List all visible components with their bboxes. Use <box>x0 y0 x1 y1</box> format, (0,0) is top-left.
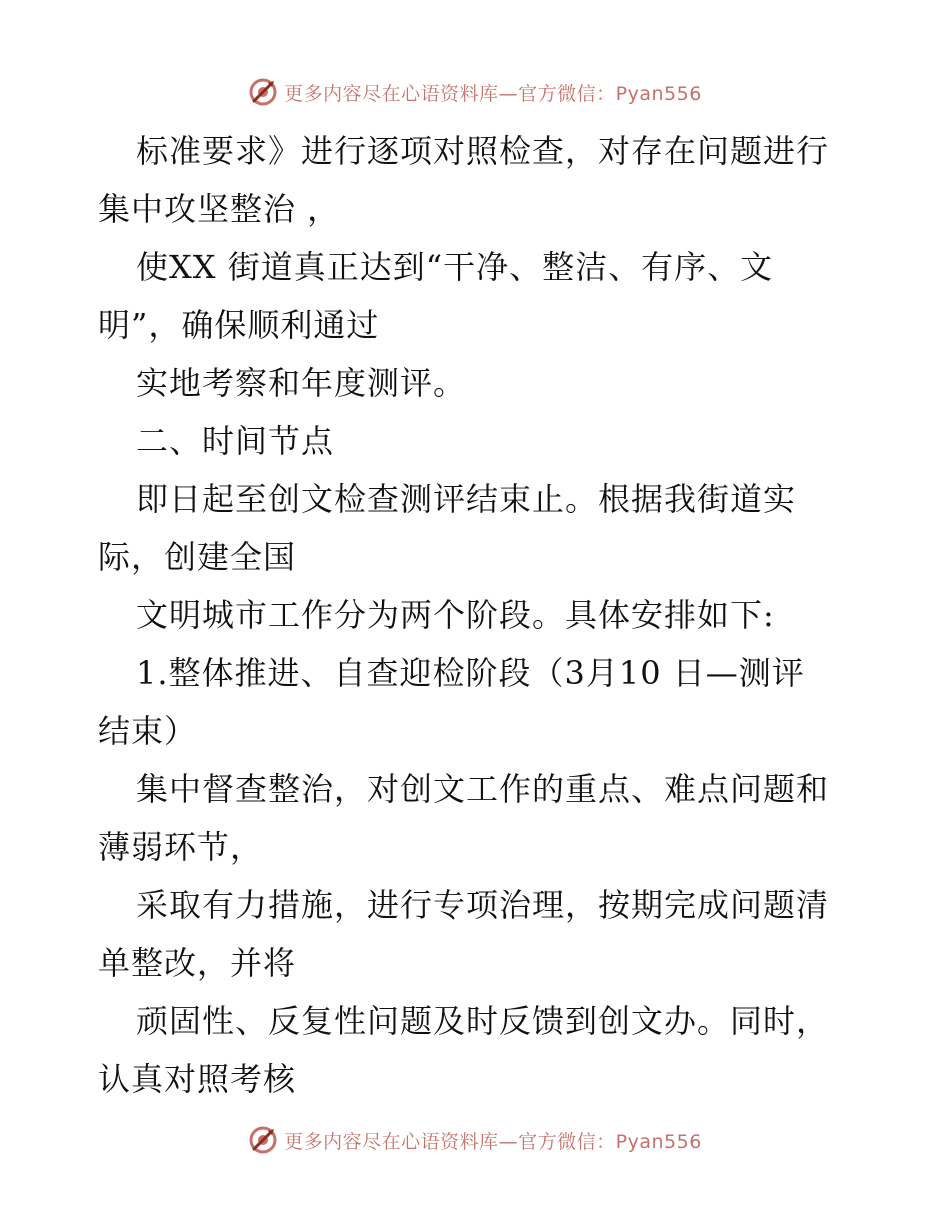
text-line-14: 采取有力措施，进行专项治理，按期完成问题清 <box>136 886 830 924</box>
watermark-logo-icon <box>248 77 278 107</box>
header-watermark <box>0 72 950 112</box>
text-line-8: 际，创建全国 <box>98 538 297 576</box>
text-line-10: 1.整体推进、自查迎检阶段（3月10 日—测评 <box>136 654 805 692</box>
text-line-16: 顽固性、反复性问题及时反馈到创文办。同时， <box>136 1002 830 1040</box>
text-line-9: 文明城市工作分为两个阶段。具体安排如下: <box>136 596 775 634</box>
text-line-15: 单整改，并将 <box>98 944 297 982</box>
watermark-logo-icon <box>248 1125 278 1155</box>
footer-watermark <box>0 1120 950 1160</box>
text-line-13: 薄弱环节， <box>98 828 264 866</box>
text-line-2: 集中攻坚整治 ， <box>98 190 341 228</box>
document-body <box>98 122 858 1108</box>
watermark-text: 更多内容尽在心语资料库—官方微信：Pyan556 <box>284 1130 702 1153</box>
text-line-5: 实地考察和年度测评。 <box>136 364 467 402</box>
watermark-text: 更多内容尽在心语资料库—官方微信：Pyan556 <box>284 82 702 105</box>
text-line-11: 结束） <box>98 712 198 750</box>
text-line-12: 集中督查整治，对创文工作的重点、难点问题和 <box>136 770 830 808</box>
text-line-17: 认真对照考核 <box>98 1060 297 1098</box>
section-heading: 二、时间节点 <box>136 422 335 460</box>
text-line-7: 即日起至创文检查测评结束止。根据我街道实 <box>136 480 797 518</box>
text-line-3: 使XX 街道真正达到“干净、整洁、有序、文 <box>136 248 774 286</box>
text-line-1: 标准要求》进行逐项对照检查，对存在问题进行 <box>136 132 830 170</box>
text-line-4: 明”，确保顺利通过 <box>98 306 380 344</box>
